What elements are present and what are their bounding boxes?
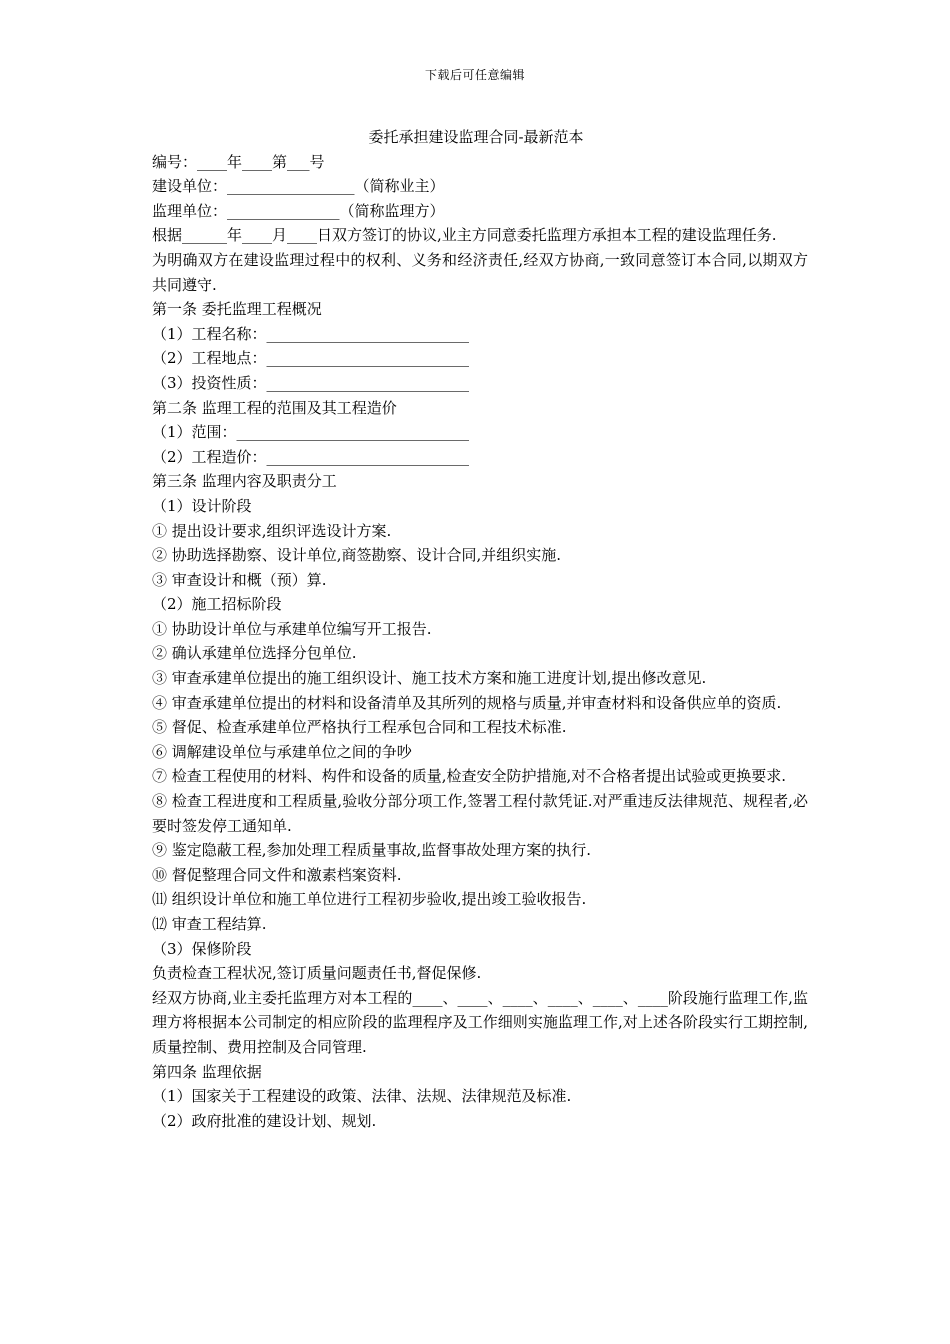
document-line: 经双方协商,业主委托监理方对本工程的____、____、____、____、____、____阶段施行监理工作,监理方将根据本公司制定的相应阶段的监理程序及工作细则实施监理工作,对上述各阶段实行工期控制,质量控制、费用控制及合同管理. — [152, 988, 808, 1056]
document-line: ① 协助设计单位与承建单位编写开工报告. — [152, 619, 432, 638]
document-line: （1）工程名称：___________________________ — [152, 324, 470, 343]
document-line: ⑧ 检查工程进度和工程质量,验收分部分项工作,签署工程付款凭证.对严重违反法律规范、规程者,必要时签发停工通知单. — [152, 792, 808, 835]
document-line: （3）投资性质：___________________________ — [152, 373, 470, 392]
document-line: （3）保修阶段 — [152, 939, 252, 958]
document-line: ③ 审查设计和概（预）算. — [152, 570, 327, 589]
document-lines — [144, 150, 808, 1134]
document-line: 负责检查工程状况,签订质量问题责任书,督促保修. — [152, 964, 482, 983]
document-line: （1）设计阶段 — [152, 496, 252, 515]
document-line: （2）政府批准的建设计划、规划. — [152, 1111, 377, 1130]
document-line: ⑦ 检查工程使用的材料、构件和设备的质量,检查安全防护措施,对不合格者提出试验或更换要求. — [152, 767, 787, 786]
document-body — [144, 125, 808, 1133]
document-line: 第二条 监理工程的范围及其工程造价 — [152, 398, 397, 417]
document-line: （2）工程造价：___________________________ — [152, 447, 470, 466]
document-line: ⑩ 督促整理合同文件和激素档案资料. — [152, 865, 402, 884]
document-line: 监理单位：_______________（简称监理方） — [152, 201, 445, 220]
document-line: ⑾ 组织设计单位和施工单位进行工程初步验收,提出竣工验收报告. — [152, 890, 587, 909]
document-line: ② 协助选择勘察、设计单位,商签勘察、设计合同,并组织实施. — [152, 546, 562, 565]
page-header: 下载后可任意编辑 — [424, 68, 525, 82]
document-line: 编号：____年____第___号 — [152, 152, 325, 171]
document-line: ⑨ 鉴定隐蔽工程,参加处理工程质量事故,监督事故处理方案的执行. — [152, 841, 592, 860]
document-line: 第一条 委托监理工程概况 — [152, 300, 322, 319]
document-line: ③ 审查承建单位提出的施工组织设计、施工技术方案和施工进度计划,提出修改意见. — [152, 669, 707, 688]
document-line: （1）范围：_______________________________ — [152, 423, 470, 442]
document-line: （2）施工招标阶段 — [152, 595, 282, 614]
document-title: 委托承担建设监理合同-最新范本 — [368, 128, 584, 146]
document-line: 根据______年____月____日双方签订的协议,业主方同意委托监理方承担本工程的建设监理任务. — [152, 226, 777, 245]
document-line: ① 提出设计要求,组织评选设计方案. — [152, 521, 392, 540]
document-line: ④ 审查承建单位提出的材料和设备清单及其所列的规格与质量,并审查材料和设备供应单的资质. — [152, 693, 782, 712]
document-line: ⑤ 督促、检查承建单位严格执行工程承包合同和工程技术标准. — [152, 718, 567, 737]
document-line: 第三条 监理内容及职责分工 — [152, 472, 337, 491]
document-line: ⑥ 调解建设单位与承建单位之间的争吵 — [152, 742, 412, 761]
document-line: 为明确双方在建设监理过程中的权利、义务和经济责任,经双方协商,一致同意签订本合同,以期双方共同遵守. — [152, 250, 808, 294]
document-line: 建设单位：_________________（简称业主） — [152, 177, 445, 196]
document-line: （1）国家关于工程建设的政策、法律、法规、法律规范及标准. — [152, 1087, 572, 1106]
document-line: ⑿ 审查工程结算. — [152, 915, 267, 933]
document-line: ② 确认承建单位选择分包单位. — [152, 644, 357, 663]
document-line: （2）工程地点：___________________________ — [152, 349, 470, 368]
document-line: 第四条 监理依据 — [152, 1062, 262, 1081]
